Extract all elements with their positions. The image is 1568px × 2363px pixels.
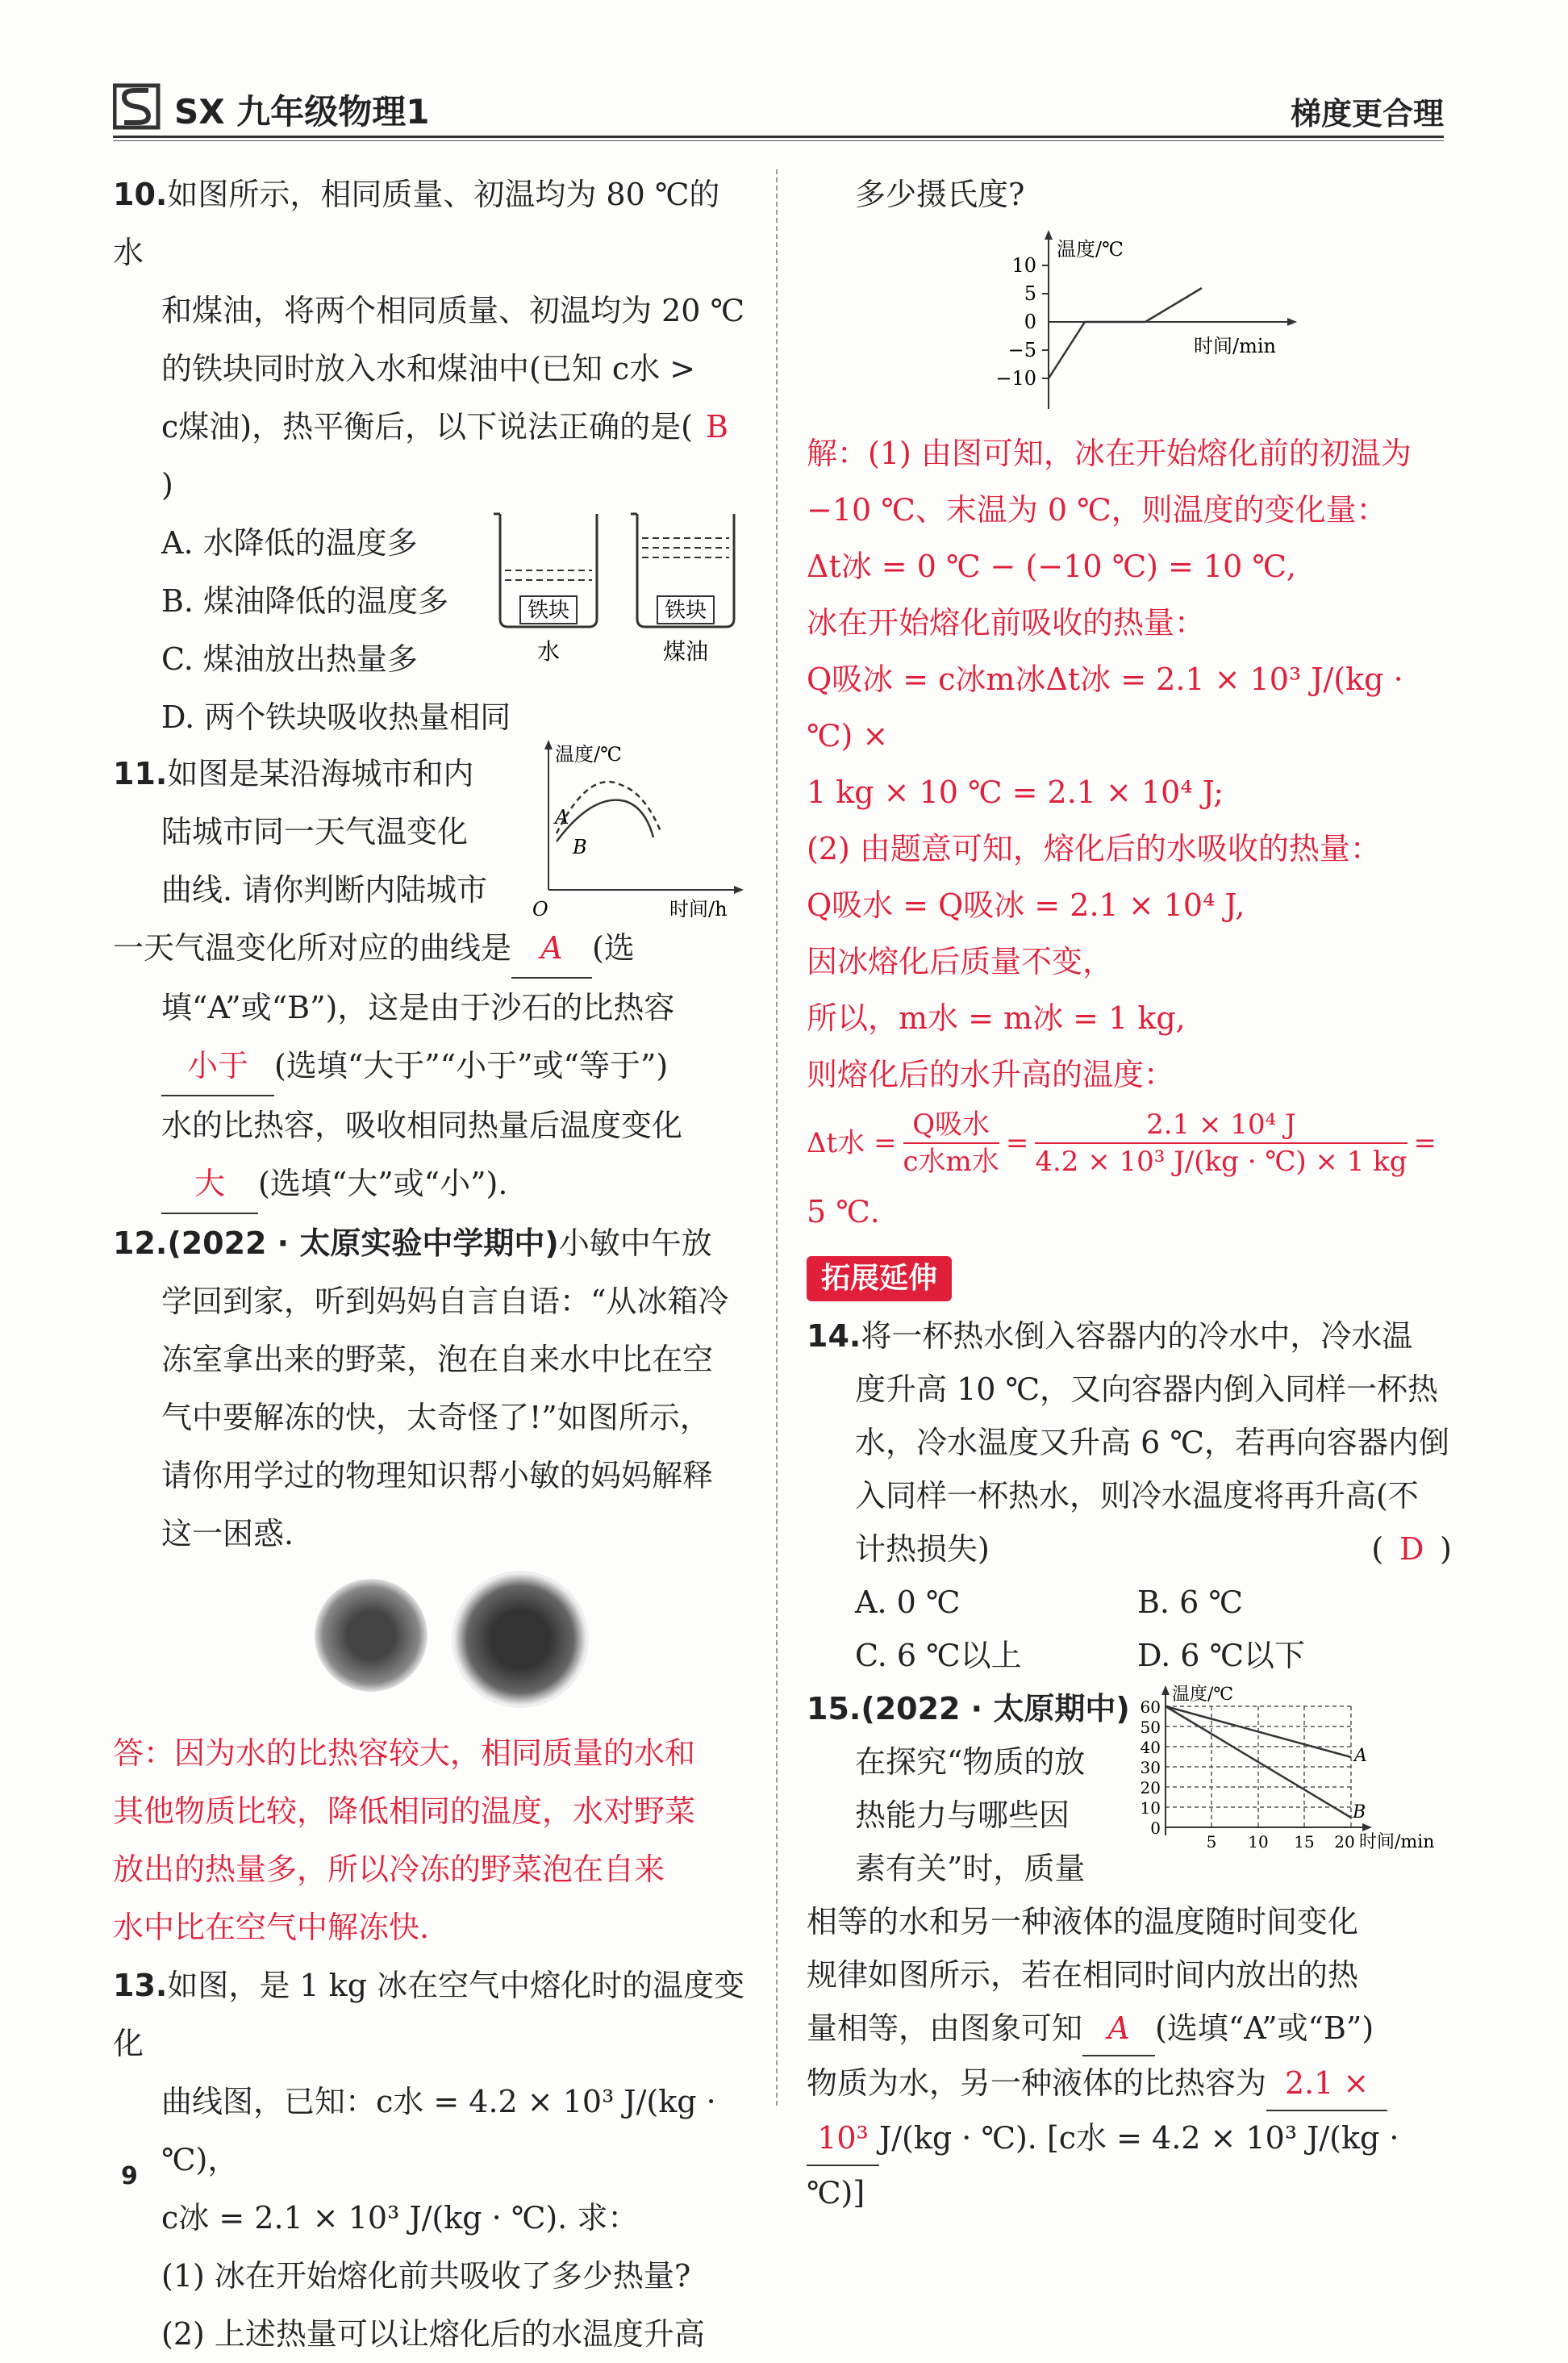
q15-blank-2-cont[interactable]: 10³: [807, 2111, 879, 2166]
header-slogan: 梯度更合理: [1290, 96, 1444, 132]
solution-line: 因冰熔化后质量不变，: [807, 944, 1114, 979]
sx-logo-icon: [113, 81, 163, 131]
q13-line: (2) 上述热量可以让熔化后的水温度升高: [161, 2316, 705, 2352]
q15-line-b-label: B: [1353, 1802, 1366, 1822]
q15-ytick: 40: [1140, 1738, 1161, 1757]
fraction-equation: [807, 1103, 1452, 1184]
question-number: 12.: [113, 1225, 168, 1261]
frac1-numerator: Q吸水: [912, 1108, 990, 1141]
q14-line: 水，冷水温度又升高 6 ℃，若再向容器内倒: [855, 1425, 1449, 1460]
left-column: [113, 165, 750, 2363]
equals: =: [1005, 1127, 1029, 1159]
header-rule-thin: [113, 140, 1444, 141]
frac-left: Δt水 =: [807, 1127, 897, 1159]
q14-line: 计热损失): [855, 1531, 990, 1567]
curve-b: [557, 800, 653, 841]
question-14: [807, 1309, 1452, 1682]
q11-temperature-chart: [532, 737, 750, 922]
q15-ytick: 0: [1150, 1818, 1161, 1838]
solution-line: Q吸水 = Q吸冰 = 2.1 × 10⁴ J,: [807, 887, 1245, 923]
q13-solution: [807, 425, 1452, 1240]
q13-line: 如图，是 1 kg 冰在空气中熔化时的温度变化: [113, 1968, 745, 2061]
q15-ytick: 50: [1140, 1718, 1161, 1737]
q10-option-b: B. 煤油降低的温度多: [161, 583, 449, 619]
question-11: [113, 745, 750, 1214]
q13-ylabel: 温度/℃: [1057, 238, 1124, 261]
q11-line: 填“A”或“B”)，这是由于沙石的比热容: [161, 990, 675, 1025]
water-label: 水: [536, 638, 561, 665]
ice-temperature-line: [1049, 288, 1202, 378]
question-number: 13.: [113, 1968, 168, 2003]
q11-line: (选填“大于”“小于”或“等于”): [274, 1048, 669, 1083]
q14-line: 入同样一杯热水，则冷水温度将再升高(不: [855, 1478, 1419, 1513]
iron-block-label: 铁块: [527, 599, 570, 623]
solution-line: 1 kg × 10 ℃ = 2.1 × 10⁴ J;: [807, 774, 1224, 810]
q15-source: (2022 · 太原期中): [861, 1691, 1130, 1726]
q14-option-d: D. 6 ℃以下: [1137, 1638, 1306, 1673]
q11-line: 陆城市同一天气温变化: [161, 814, 469, 850]
column-divider: [776, 169, 778, 2106]
page-header: [113, 81, 1444, 137]
page-number: 9: [121, 2162, 138, 2190]
book-title: SX 九年级物理1: [174, 92, 430, 132]
q11-blank-3[interactable]: 大: [161, 1154, 258, 1214]
q15-line: 素有关”时，质量: [855, 1851, 1086, 1886]
q15-xtick: 10: [1248, 1832, 1269, 1852]
q13-line: 多少摄氏度?: [855, 177, 1025, 212]
q15-line-a-label: A: [1354, 1746, 1367, 1766]
q10-line: 和煤油，将两个相同质量、初温均为 20 ℃: [161, 293, 745, 328]
q15-blank-2[interactable]: 2.1 ×: [1266, 2056, 1387, 2111]
solution-line: (2) 由题意可知，熔化后的水吸收的热量：: [807, 831, 1381, 866]
q10-line: 的铁块同时放入水和煤油中(已知 c水 >: [161, 351, 696, 386]
oil-label: 煤油: [662, 638, 709, 665]
section-tag: 拓展延伸: [807, 1256, 952, 1301]
q15-line: 规律如图所示，若在相同时间内放出的热: [807, 1957, 1359, 1993]
q15-ylabel: 温度/℃: [1172, 1685, 1234, 1705]
q11-origin: O: [532, 898, 548, 921]
q11-line: 水的比热容，吸收相同热量后温度变化: [161, 1108, 683, 1143]
q12-photos: [113, 1563, 750, 1724]
q10-paren-close: ): [161, 467, 173, 503]
q15-line: (选填“A”或“B”): [1155, 2010, 1374, 2046]
q12-line: 冻室拿出来的野菜，泡在自来水中比在空: [161, 1342, 714, 1377]
solution-line: 解：(1) 由图可知，冰在开始熔化前的初温为: [807, 436, 1412, 471]
q10-option-a: A. 水降低的温度多: [161, 525, 418, 561]
q11-line: 曲线. 请你判断内陆城市: [161, 872, 488, 908]
question-13: [113, 1956, 750, 2363]
q14-option-c: C. 6 ℃以上: [855, 1638, 1022, 1673]
q12-line: 小敏中午放: [558, 1225, 712, 1261]
q15-line: 在探究“物质的放: [855, 1744, 1086, 1780]
q10-line: c煤油)，热平衡后，以下说法正确的是(: [161, 409, 693, 445]
q14-line: 将一杯热水倒入容器内的冷水中，冷水温: [861, 1318, 1413, 1354]
q15-xtick: 20: [1334, 1832, 1355, 1852]
solution-line: 则熔化后的水升高的温度：: [807, 1057, 1175, 1092]
q15-ytick: 10: [1140, 1798, 1161, 1818]
q10-answer: B: [705, 409, 728, 445]
q11-xlabel: 时间/h: [669, 898, 728, 921]
paren: (: [1371, 1531, 1384, 1567]
solution-line: −10 ℃、末温为 0 ℃，则温度的变化量：: [807, 492, 1387, 528]
q11-curve-b-label: B: [573, 836, 587, 858]
q15-xtick: 15: [1294, 1832, 1315, 1852]
question-number: 11.: [113, 756, 168, 791]
q11-line: 如图是某沿海城市和内: [167, 756, 474, 791]
q15-blank-1[interactable]: A: [1082, 2002, 1155, 2056]
q11-blank-1[interactable]: A: [511, 919, 592, 979]
q11-blank-2[interactable]: 小于: [161, 1037, 274, 1096]
question-number: 15.: [807, 1691, 861, 1726]
q13-line: (1) 冰在开始熔化前共吸收了多少热量?: [161, 2258, 691, 2294]
q15-line: 相等的水和另一种液体的温度随时间变化: [807, 1904, 1359, 1939]
q10-beakers-figure: [484, 506, 750, 667]
q15-line: 热能力与哪些因: [855, 1797, 1070, 1833]
q12-line: 这一困惑.: [161, 1516, 294, 1551]
vegetable-in-water-photo: [452, 1571, 589, 1708]
q14-option-a: A. 0 ℃: [855, 1584, 961, 1620]
q14-option-b: B. 6 ℃: [1137, 1584, 1243, 1620]
iron-block-label: 铁块: [664, 599, 707, 623]
q15-line: 量相等，由图象可知: [807, 2010, 1083, 2046]
q13-line: 曲线图，已知：c水 = 4.2 × 10³ J/(kg · ℃)，: [161, 2084, 716, 2177]
q13-ytick: 10: [1011, 254, 1036, 277]
q12-answer-line: 其他物质比较，降低相同的温度，水对野菜: [113, 1793, 696, 1829]
q15-ytick: 20: [1140, 1778, 1161, 1797]
q15-cooling-chart: [1125, 1682, 1448, 1868]
q15-xlabel: 时间/min: [1359, 1832, 1435, 1852]
frozen-vegetable-photo: [315, 1579, 427, 1692]
frac1-denominator: c水m水: [903, 1142, 999, 1179]
q12-answer-line: 答：因为水的比热容较大，相同质量的水和: [113, 1735, 696, 1771]
question-number: 14.: [807, 1318, 861, 1354]
q12-answer-line: 放出的热量多，所以冷冻的野菜泡在自来: [113, 1852, 665, 1887]
q15-xtick: 5: [1206, 1832, 1217, 1852]
q15-ytick: 30: [1140, 1758, 1161, 1777]
q11-ylabel: 温度/℃: [555, 743, 622, 766]
q12-source: (2022 · 太原实验中学期中): [167, 1225, 559, 1261]
right-column: [807, 165, 1452, 2219]
equals: =: [1413, 1127, 1437, 1159]
question-number: 10.: [113, 177, 168, 212]
q10-option-c: C. 煤油放出热量多: [161, 641, 418, 677]
q13-ice-melting-chart: [807, 223, 1452, 425]
solution-line: Δt冰 = 0 ℃ − (−10 ℃) = 10 ℃,: [807, 549, 1296, 584]
fraction-2: [1035, 1107, 1407, 1179]
solution-line: Q吸冰 = c冰m冰Δt冰 = 2.1 × 10³ J/(kg · ℃) ×: [807, 662, 1403, 754]
q14-answer: D: [1399, 1531, 1424, 1567]
q12-line: 气中要解冻的快，太奇怪了!”如图所示，: [161, 1400, 711, 1435]
q12-answer-line: 水中比在空气中解冻快.: [113, 1910, 430, 1945]
question-15: [807, 1682, 1452, 2219]
solution-line: 所以，m水 = m冰 = 1 kg,: [807, 1000, 1186, 1036]
q15-ytick: 60: [1140, 1697, 1161, 1717]
q11-line: (选填“大”或“小”).: [258, 1166, 508, 1201]
q11-curve-a-label: A: [555, 806, 569, 829]
q13-ytick: 5: [1024, 282, 1036, 305]
q12-line: 请你用学过的物理知识帮小敏的妈妈解释: [161, 1458, 714, 1493]
q11-line: 一天气温变化所对应的曲线是: [113, 930, 512, 966]
solution-result: 5 ℃.: [807, 1194, 880, 1230]
q13-line: c冰 = 2.1 × 10³ J/(kg · ℃). 求：: [161, 2200, 639, 2236]
q15-line: 物质为水，另一种液体的比热容为: [807, 2065, 1267, 2101]
q12-line: 学回到家，听到妈妈自言自语：“从冰箱冷: [161, 1284, 729, 1319]
oil-beaker: [631, 514, 734, 665]
fraction-1: [903, 1107, 999, 1179]
solution-line: 冰在开始熔化前吸收的热量：: [807, 605, 1206, 641]
q13-ytick: −10: [995, 367, 1036, 390]
curve-a: [557, 782, 661, 833]
q15-line: J/(kg · ℃). [c水 = 4.2 × 10³ J/(kg · ℃)]: [807, 2120, 1399, 2211]
q11-line: (选: [592, 930, 635, 966]
q13-ytick: −5: [1007, 339, 1036, 361]
q10-option-d: D. 两个铁块吸收热量相同: [161, 699, 511, 735]
frac2-denominator: 4.2 × 10³ J/(kg · ℃) × 1 kg: [1035, 1142, 1407, 1179]
q13-ytick: 0: [1024, 311, 1036, 333]
question-12: [113, 1214, 750, 1956]
paren: ): [1440, 1531, 1452, 1567]
header-rule: [113, 136, 1444, 138]
water-beaker: [494, 514, 597, 665]
question-10: [113, 165, 750, 748]
q10-line: 如图所示，相同质量、初温均为 80 ℃的水: [113, 177, 720, 270]
frac2-numerator: 2.1 × 10⁴ J: [1146, 1108, 1296, 1141]
q13-xlabel: 时间/min: [1194, 335, 1276, 357]
q14-line: 度升高 10 ℃，又向容器内倒入同样一杯热: [855, 1371, 1439, 1407]
